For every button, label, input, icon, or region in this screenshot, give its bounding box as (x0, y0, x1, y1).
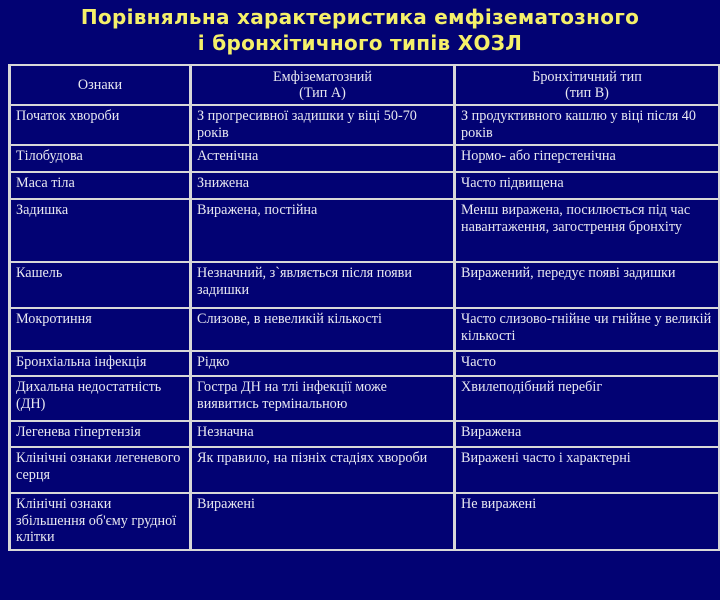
header-bronchitic-line-2: (тип В) (565, 85, 609, 101)
cell-bronchitic: Виражені часто і характерні (455, 447, 720, 493)
table-row (10, 351, 720, 376)
cell-emphysematous: З прогресивної задишки у віці 50-70 років (191, 105, 455, 145)
cell-feature: Дихальна недостатність (ДН) (10, 376, 191, 421)
table-row (10, 421, 720, 447)
table-row (10, 172, 720, 199)
cell-feature: Клінічні ознаки легеневого серця (10, 447, 191, 493)
cell-feature: Кашель (10, 262, 191, 308)
cell-feature: Мокротиння (10, 308, 191, 351)
table-header-row (10, 65, 720, 105)
cell-emphysematous: Рідко (191, 351, 455, 376)
cell-feature: Клінічні ознаки збільшення об'єму грудної клітки (10, 493, 191, 550)
cell-feature: Маса тіла (10, 172, 191, 199)
cell-emphysematous: Незначна (191, 421, 455, 447)
header-bronchitic-line-1: Бронхітичний тип (532, 68, 642, 85)
cell-feature: Бронхіальна інфекція (10, 351, 191, 376)
cell-emphysematous: Слизове, в невеликій кількості (191, 308, 455, 351)
table-row (10, 376, 720, 421)
table-row (10, 493, 720, 550)
cell-emphysematous: Незначний, з`являється після появи задишки (191, 262, 455, 308)
table-row (10, 308, 720, 351)
cell-bronchitic: Часто слизово-гнійне чи гнійне у великій кількості (455, 308, 720, 351)
table-row (10, 447, 720, 493)
cell-bronchitic: Хвилеподібний перебіг (455, 376, 720, 421)
cell-emphysematous: Астенічна (191, 145, 455, 172)
comparison-table (8, 64, 720, 551)
header-bronchitic (455, 65, 720, 105)
cell-bronchitic: Виражений, передує появі задишки (455, 262, 720, 308)
cell-feature: Початок хвороби (10, 105, 191, 145)
cell-bronchitic: Менш виражена, посилюється під час навантаження, загострення бронхіту (455, 199, 720, 262)
table-row (10, 199, 720, 262)
slide-title-line-2: і бронхітичного типів ХОЗЛ (197, 31, 523, 55)
cell-emphysematous: Виражена, постійна (191, 199, 455, 262)
table-row (10, 262, 720, 308)
cell-feature: Задишка (10, 199, 191, 262)
cell-feature: Тілобудова (10, 145, 191, 172)
cell-bronchitic: Часто підвищена (455, 172, 720, 199)
cell-bronchitic: Не виражені (455, 493, 720, 550)
table-row (10, 105, 720, 145)
cell-emphysematous: Виражені (191, 493, 455, 550)
table-row (10, 145, 720, 172)
header-feature: Ознаки (10, 65, 191, 105)
cell-bronchitic: Нормо- або гіперстенічна (455, 145, 720, 172)
cell-bronchitic: Часто (455, 351, 720, 376)
cell-feature: Легенева гіпертензія (10, 421, 191, 447)
header-emphysematous-line-2: (Тип А) (299, 85, 346, 101)
cell-bronchitic: З продуктивного кашлю у віці після 40 років (455, 105, 720, 145)
cell-emphysematous: Знижена (191, 172, 455, 199)
slide-title-line-1: Порівняльна характеристика емфізематозного (80, 5, 640, 29)
cell-bronchitic: Виражена (455, 421, 720, 447)
slide-title (0, 4, 720, 56)
cell-emphysematous: Гостра ДН на тлі інфекції може виявитись термінальною (191, 376, 455, 421)
cell-emphysematous: Як правило, на пізніх стадіях хвороби (191, 447, 455, 493)
header-emphysematous (191, 65, 455, 105)
header-emphysematous-line-1: Емфізематозний (273, 68, 372, 85)
